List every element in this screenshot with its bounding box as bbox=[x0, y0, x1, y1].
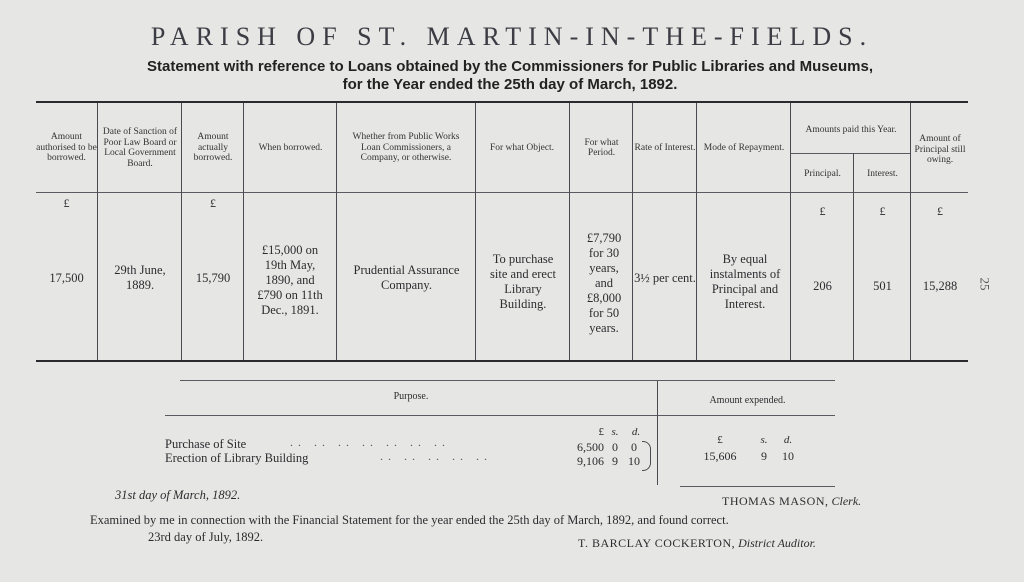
cell-date-of-sanction: 29th June, 1889. bbox=[114, 263, 166, 292]
purpose-bottom-rule bbox=[680, 486, 835, 487]
table-top-rule bbox=[36, 101, 968, 103]
total-shillings: 9 bbox=[761, 449, 767, 463]
pound-symbol: £ bbox=[879, 204, 886, 218]
cell-period: £7,790 for 30 years, and £8,000 for 50 years. bbox=[586, 230, 622, 335]
header-amounts-paid: Amounts paid this Year. bbox=[805, 124, 897, 135]
purpose-item-label: Purchase of Site bbox=[165, 437, 247, 451]
col-divider bbox=[910, 103, 911, 360]
auditor-signature bbox=[578, 536, 816, 551]
item-pence: 0 bbox=[631, 440, 637, 454]
amount-expended-header: Amount expended. bbox=[709, 395, 786, 406]
audit-date: 23rd day of July, 1892. bbox=[148, 530, 264, 544]
examined-note: Examined by me in connection with the Financial Statement for the year ended the 25th day of March, 1892, and found correct. bbox=[90, 513, 729, 527]
header-rate: Rate of Interest. bbox=[634, 142, 696, 153]
side-page-mark: 25 bbox=[977, 277, 993, 291]
cell-object: To purchase site and erect Library Building. bbox=[490, 252, 556, 311]
col-divider bbox=[632, 103, 633, 360]
header-bottom-rule bbox=[36, 192, 968, 193]
item-shillings: 9 bbox=[612, 454, 618, 468]
pound-symbol: £ bbox=[937, 204, 943, 218]
col-divider bbox=[181, 103, 182, 360]
cell-repayment: By equal instalments of Principal and Interest. bbox=[709, 252, 781, 311]
header-interest: Interest. bbox=[867, 168, 898, 179]
purpose-header-rule bbox=[165, 415, 835, 416]
purpose-item-label: Erection of Library Building bbox=[165, 451, 309, 465]
item-pounds: 9,106 bbox=[577, 454, 604, 468]
col-divider bbox=[696, 103, 697, 360]
col-divider bbox=[853, 153, 854, 360]
col-divider bbox=[790, 103, 791, 360]
unit-pounds: £ bbox=[598, 426, 604, 438]
clerk-signature bbox=[722, 494, 861, 509]
header-repayment: Mode of Repayment. bbox=[703, 142, 785, 153]
date-signed: 31st day of March, 1892. bbox=[115, 488, 241, 502]
total-pounds: 15,606 bbox=[703, 449, 737, 463]
cell-rate: 3½ per cent. bbox=[634, 270, 696, 285]
header-from-whom: Whether from Public Works Loan Commissioners, a Company, or otherwise. bbox=[352, 132, 460, 164]
header-amount-authorised: Amount authorised to be borrowed. bbox=[36, 132, 97, 164]
clerk-title: Clerk. bbox=[831, 494, 862, 508]
header-amount-borrowed: Amount actually borrowed. bbox=[193, 132, 233, 164]
header-principal: Principal. bbox=[804, 168, 841, 179]
cell-still-owing: 15,288 bbox=[922, 278, 958, 293]
pound-symbol: £ bbox=[210, 196, 216, 210]
col-divider bbox=[475, 103, 476, 360]
col-divider bbox=[336, 103, 337, 360]
header-period: For what Period. bbox=[584, 137, 619, 158]
unit-shillings: s. bbox=[611, 426, 619, 438]
subtitle-line-1: Statement with reference to Loans obtained by the Commissioners for Public Libraries and Museums, bbox=[147, 58, 873, 75]
auditor-title: District Auditor. bbox=[738, 536, 816, 550]
clerk-name: THOMAS MASON, bbox=[722, 494, 829, 508]
header-when-borrowed: When borrowed. bbox=[258, 142, 323, 153]
purpose-header: Purpose. bbox=[393, 391, 429, 402]
header-object: For what Object. bbox=[489, 142, 555, 153]
leader-dots: .. .. .. .. .. .. .. bbox=[290, 435, 450, 449]
item-pence: 10 bbox=[628, 454, 640, 468]
unit-pounds: £ bbox=[717, 434, 723, 446]
col-divider bbox=[569, 103, 570, 360]
total-pence: 10 bbox=[782, 449, 794, 463]
purpose-divider bbox=[657, 381, 658, 485]
col-divider bbox=[97, 103, 98, 360]
header-still-owing: Amount of Principal still owing. bbox=[914, 134, 966, 166]
unit-shillings: s. bbox=[760, 434, 768, 446]
pound-symbol: £ bbox=[63, 196, 70, 210]
cell-interest-paid: 501 bbox=[873, 278, 892, 293]
unit-pence: d. bbox=[631, 426, 641, 438]
unit-pence: d. bbox=[783, 434, 793, 446]
document-title: PARISH OF ST. MARTIN-IN-THE-FIELDS. bbox=[150, 22, 874, 51]
leader-dots: .. .. .. .. .. bbox=[380, 449, 492, 463]
cell-principal-paid: 206 bbox=[813, 278, 832, 293]
col-divider bbox=[243, 103, 244, 360]
cell-from-whom: Prudential Assurance Company. bbox=[353, 263, 460, 292]
cell-amount-borrowed: 15,790 bbox=[195, 270, 231, 285]
item-pounds: 6,500 bbox=[577, 440, 604, 454]
table-bottom-rule bbox=[36, 360, 968, 362]
brace-mark bbox=[642, 441, 651, 471]
header-date-of-sanction: Date of Sanction of Poor Law Board or Local Government Board. bbox=[102, 127, 178, 169]
cell-when-borrowed: £15,000 on 19th May, 1890, and £790 on 11th Dec., 1891. bbox=[257, 242, 323, 317]
cell-amount-authorised: 17,500 bbox=[49, 270, 84, 285]
pound-symbol: £ bbox=[819, 204, 826, 218]
item-shillings: 0 bbox=[612, 440, 618, 454]
amounts-paid-subrule bbox=[790, 153, 910, 154]
auditor-name: T. BARCLAY COCKERTON, bbox=[578, 536, 736, 550]
purpose-top-rule bbox=[180, 380, 835, 381]
document-subtitle bbox=[30, 58, 990, 94]
subtitle-line-2: for the Year ended the 25th day of March, 1892. bbox=[342, 76, 678, 93]
